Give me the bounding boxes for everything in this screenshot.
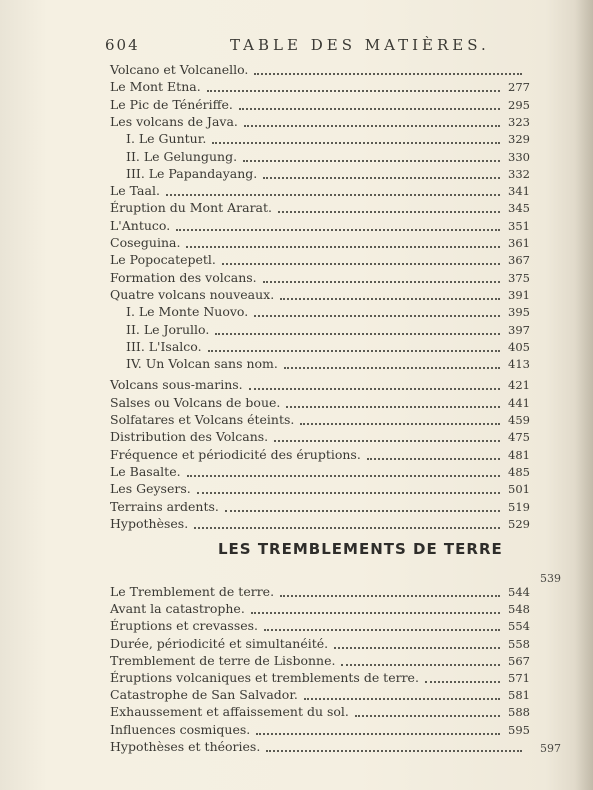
dot-leader (176, 227, 500, 231)
toc-entry (110, 304, 530, 320)
toc-entry-label: Solfatares et Volcans éteints. (110, 412, 295, 427)
toc-entry-label: III. L'Isalco. (126, 338, 202, 354)
toc-entry-label: Terrains ardents. (110, 498, 219, 514)
toc-entry-label: L'Antuco. (110, 217, 171, 233)
toc-entry (110, 481, 530, 497)
toc-entry-label: Le Basalte. (110, 463, 181, 479)
dot-leader (278, 209, 500, 213)
dot-leader (207, 88, 500, 92)
toc-entry (110, 516, 530, 532)
toc-entry (110, 200, 530, 216)
dot-leader (208, 348, 500, 352)
toc-entry-label: Éruptions volcaniques et tremblements de terre. (110, 670, 419, 685)
dot-leader (212, 140, 500, 144)
toc-entry-page: 341 (508, 184, 530, 199)
toc-entry-page: 595 (508, 722, 530, 737)
toc-entry (110, 412, 530, 428)
toc-entry-page: 413 (508, 357, 530, 372)
toc-entry-label: Catastrophe de San Salvador. (110, 687, 298, 703)
toc-entry (110, 653, 530, 669)
toc-entry (110, 722, 530, 738)
toc-entry-label: II. Le Gelungung. (126, 148, 238, 164)
toc-entry-page: 351 (508, 218, 530, 233)
section-heading: LES TREMBLEMENTS DE TERRE (218, 540, 503, 558)
toc-entry-label: Le Tremblement de terre. (110, 584, 275, 599)
dot-leader (197, 490, 500, 494)
dot-leader (341, 662, 500, 666)
toc-entry-label: Quatre volcans nouveaux. (110, 286, 275, 302)
toc-entry-label: II. Le Jorullo. (126, 321, 210, 337)
toc-entry-label: Volcano et Volcanello. (110, 62, 249, 77)
toc-entry (110, 601, 530, 617)
toc-entry (110, 149, 530, 165)
toc-entry (110, 377, 530, 393)
toc-entry-label: I. Le Guntur. (126, 131, 207, 147)
toc-entry-label: Hypothèses et théories. (110, 738, 261, 754)
toc-entry-page: 375 (508, 270, 530, 285)
toc-entry-label: Éruptions et crevasses. (110, 618, 259, 634)
toc-entry-page: 391 (508, 287, 530, 302)
toc-entry-page: 332 (508, 166, 530, 181)
dot-leader (286, 404, 500, 408)
toc-entry-label: Les Geysers. (110, 481, 191, 497)
dot-leader (244, 123, 500, 127)
toc-entry (110, 97, 530, 113)
page-title: TABLE DES MATIÈRES. (230, 36, 490, 54)
toc-entry-page: 397 (508, 322, 530, 337)
toc-entry-label: Tremblement de terre de Lisbonne. (110, 652, 336, 668)
toc-entry-page: 367 (508, 253, 530, 268)
toc-entry-label: IV. Un Volcan sans nom. (126, 356, 278, 372)
dot-leader (256, 731, 500, 735)
toc-entry (110, 447, 530, 463)
toc-entry (110, 183, 530, 199)
toc-entry (110, 270, 530, 286)
dot-leader (334, 645, 500, 649)
toc-entry-label: Éruption du Mont Ararat. (110, 200, 272, 216)
toc-entry-page: 481 (508, 447, 530, 462)
toc-entry-page: 581 (508, 688, 530, 703)
page-number: 604 (105, 36, 140, 54)
dot-leader (187, 473, 500, 477)
toc-entry (110, 235, 530, 251)
section-start-page-number: 539 (540, 572, 561, 585)
toc-entry-label: Coseguina. (110, 235, 181, 250)
toc-entry-label: Fréquence et périodicité des éruptions. (110, 446, 361, 462)
toc-entry-label: Le Taal. (110, 183, 160, 199)
toc-entry-page: 405 (508, 339, 530, 354)
toc-entry-page: 567 (508, 653, 530, 668)
dot-leader (284, 365, 500, 369)
dot-leader (264, 627, 500, 631)
toc-entry-label: Le Popocatepetl. (110, 252, 216, 268)
toc-entry-label: Volcans sous-marins. (110, 377, 243, 393)
toc-entry (110, 131, 530, 147)
dot-leader (239, 106, 500, 110)
dot-leader (274, 438, 500, 442)
toc-entry-page: 558 (508, 636, 530, 651)
toc-entry (110, 584, 530, 600)
toc-entry (110, 322, 530, 338)
toc-entry (110, 339, 530, 355)
toc-entry-page: 554 (508, 619, 530, 634)
dot-leader (243, 158, 500, 162)
toc-entry-page: 485 (508, 464, 530, 479)
toc-entry-label: Le Mont Etna. (110, 79, 201, 95)
toc-entry-page: 441 (508, 395, 530, 410)
toc-entry-label: Les volcans de Java. (110, 113, 238, 129)
toc-entry-page: 544 (508, 585, 530, 599)
toc-entry-label: I. Le Monte Nuovo. (126, 304, 249, 320)
toc-entry-label: Le Pic de Ténériffe. (110, 96, 233, 112)
toc-entry (110, 464, 530, 480)
toc-entry-label: Hypothèses. (110, 515, 189, 531)
toc-entry-page: 571 (508, 671, 530, 685)
dot-leader (166, 192, 500, 196)
toc-entry-page: 501 (508, 482, 530, 497)
dot-leader (280, 296, 500, 300)
toc-entry-page: 459 (508, 413, 530, 427)
toc-entry (110, 704, 530, 720)
toc-entry-label: Avant la catastrophe. (110, 601, 245, 617)
dot-leader (266, 748, 522, 752)
dot-leader (225, 508, 500, 512)
dot-leader (304, 696, 500, 700)
trailing-page-number: 597 (540, 742, 561, 755)
toc-entry (110, 670, 530, 686)
toc-entry (110, 62, 530, 78)
toc-entry-page: 529 (508, 516, 530, 531)
toc-entry-label: Formation des volcans. (110, 269, 257, 285)
toc-entry-page: 345 (508, 201, 530, 216)
toc-entry-label: Salses ou Volcans de boue. (110, 394, 281, 410)
dot-leader (249, 386, 500, 390)
toc-entry-page: 519 (508, 499, 530, 514)
toc-entry (110, 218, 530, 234)
dot-leader (425, 679, 500, 683)
toc-entry (110, 429, 530, 445)
toc-entry (110, 287, 530, 303)
toc-entry (110, 252, 530, 268)
toc-entry (110, 356, 530, 372)
toc-entry (110, 395, 530, 411)
dot-leader (254, 71, 522, 75)
toc-entry-label: Exhaussement et affaissement du sol. (110, 704, 349, 720)
dot-leader (251, 610, 500, 614)
dot-leader (300, 421, 500, 425)
toc-entry-label: Influences cosmiques. (110, 721, 251, 737)
toc-entry-page: 323 (508, 114, 530, 129)
toc-entry (110, 687, 530, 703)
toc-entry (110, 114, 530, 130)
toc-entry-page: 277 (508, 80, 530, 95)
dot-leader (194, 525, 500, 529)
dot-leader (367, 456, 500, 460)
toc-entry-label: Durée, périodicité et simultanéité. (110, 635, 329, 651)
dot-leader (254, 313, 500, 317)
toc-entry (110, 636, 530, 652)
dot-leader (215, 331, 500, 335)
toc-entry (110, 79, 530, 95)
dot-leader (280, 593, 500, 597)
dot-leader (263, 175, 500, 179)
toc-entry (110, 618, 530, 634)
toc-entry-page: 361 (508, 236, 530, 250)
toc-entry-page: 421 (508, 378, 530, 393)
toc-entry-page: 588 (508, 705, 530, 720)
toc-entry-label: III. Le Papandayang. (126, 165, 258, 181)
toc-entry-page: 329 (508, 132, 530, 147)
toc-entry-page: 475 (508, 430, 530, 445)
dot-leader (355, 713, 500, 717)
toc-entry (110, 739, 530, 755)
dot-leader (222, 261, 500, 265)
toc-entry (110, 499, 530, 515)
toc-entry (110, 166, 530, 182)
toc-entry-page: 295 (508, 97, 530, 112)
dot-leader (186, 244, 500, 248)
toc-entry-label: Distribution des Volcans. (110, 429, 269, 445)
toc-entry-page: 548 (508, 602, 530, 617)
toc-entry-page: 395 (508, 305, 530, 320)
dot-leader (263, 279, 500, 283)
toc-entry-page: 330 (508, 149, 530, 164)
